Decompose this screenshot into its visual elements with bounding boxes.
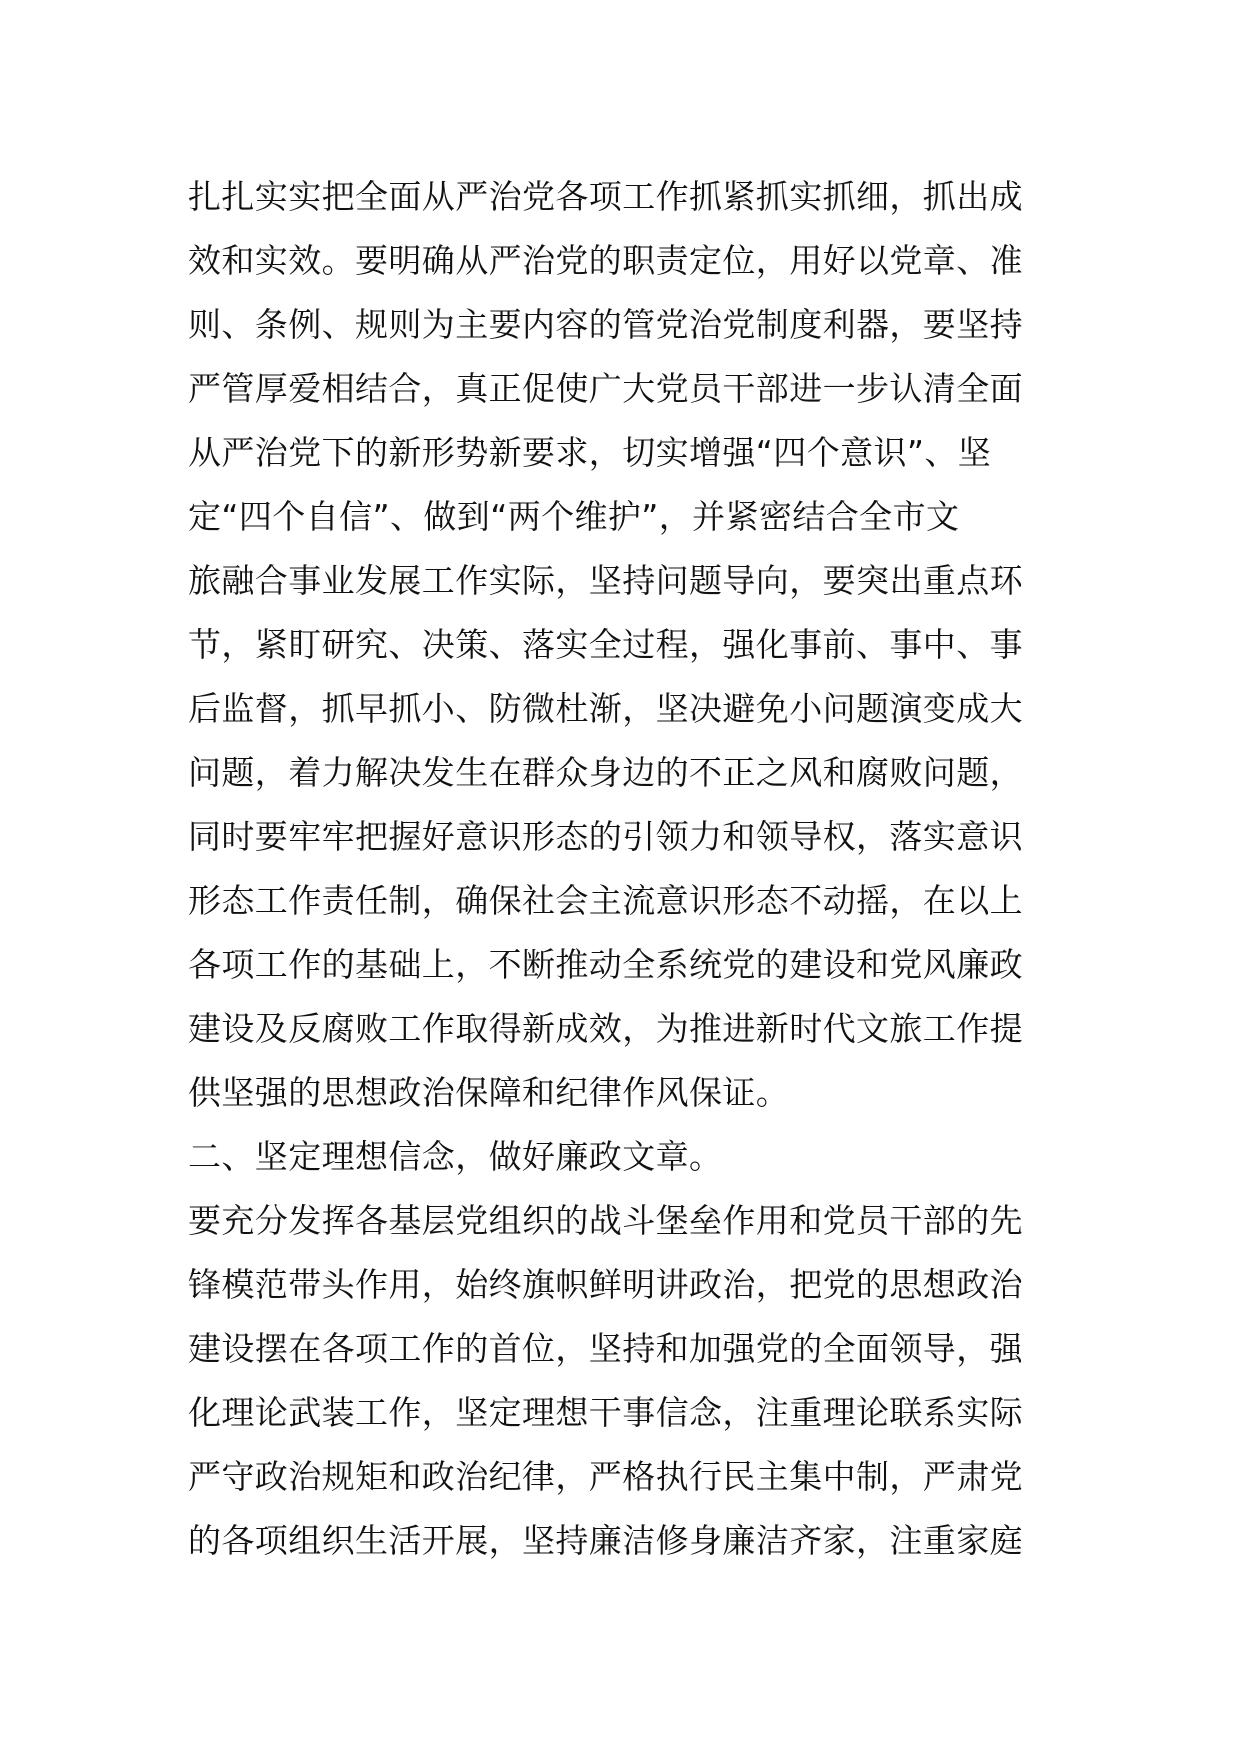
text-line-17: 要充分发挥各基层党组织的战斗堡垒作用和党员干部的先 — [188, 1201, 1023, 1240]
text-line-6: 定“四个自信”、做到“两个维护”，并紧密结合全市文 — [188, 497, 960, 536]
text-line-11: 同时要牢牢把握好意识形态的引领力和领导权，落实意识 — [188, 817, 1023, 856]
text-line-19: 建设摆在各项工作的首位，坚持和加强党的全面领导，强 — [188, 1329, 1023, 1368]
text-line-14: 建设及反腐败工作取得新成效，为推进新时代文旅工作提 — [188, 1009, 1023, 1048]
text-line-18: 锋模范带头作用，始终旗帜鲜明讲政治，把党的思想政治 — [188, 1265, 1023, 1304]
text-line-21: 严守政治规矩和政治纪律，严格执行民主集中制，严肃党 — [188, 1457, 1023, 1496]
text-line-5: 从严治党下的新形势新要求，切实增强“四个意识”、坚 — [188, 433, 992, 472]
text-line-2: 效和实效。要明确从严治党的职责定位，用好以党章、准 — [188, 241, 1023, 280]
text-line-3: 则、条例、规则为主要内容的管党治党制度利器，要坚持 — [188, 305, 1023, 344]
text-line-9: 后监督，抓早抓小、防微杜渐，坚决避免小问题演变成大 — [188, 689, 1023, 728]
text-line-4: 严管厚爱相结合，真正促使广大党员干部进一步认清全面 — [188, 369, 1023, 408]
text-line-15: 供坚强的思想政治保障和纪律作风保证。 — [188, 1073, 790, 1112]
section-heading: 二、坚定理想信念，做好廉政文章。 — [188, 1137, 723, 1176]
text-line-22: 的各项组织生活开展，坚持廉洁修身廉洁齐家，注重家庭 — [188, 1521, 1023, 1560]
text-line-20: 化理论武装工作，坚定理想干事信念，注重理论联系实际 — [188, 1393, 1023, 1432]
text-line-12: 形态工作责任制，确保社会主流意识形态不动摇，在以上 — [188, 881, 1023, 920]
text-line-1: 扎扎实实把全面从严治党各项工作抓紧抓实抓细，抓出成 — [188, 177, 1023, 216]
body-text — [188, 165, 1068, 1573]
text-line-10: 问题，着力解决发生在群众身边的不正之风和腐败问题， — [188, 753, 1023, 792]
text-line-8: 节，紧盯研究、决策、落实全过程，强化事前、事中、事 — [188, 625, 1023, 664]
text-line-13: 各项工作的基础上，不断推动全系统党的建设和党风廉政 — [188, 945, 1023, 984]
text-line-7: 旅融合事业发展工作实际，坚持问题导向，要突出重点环 — [188, 561, 1023, 600]
